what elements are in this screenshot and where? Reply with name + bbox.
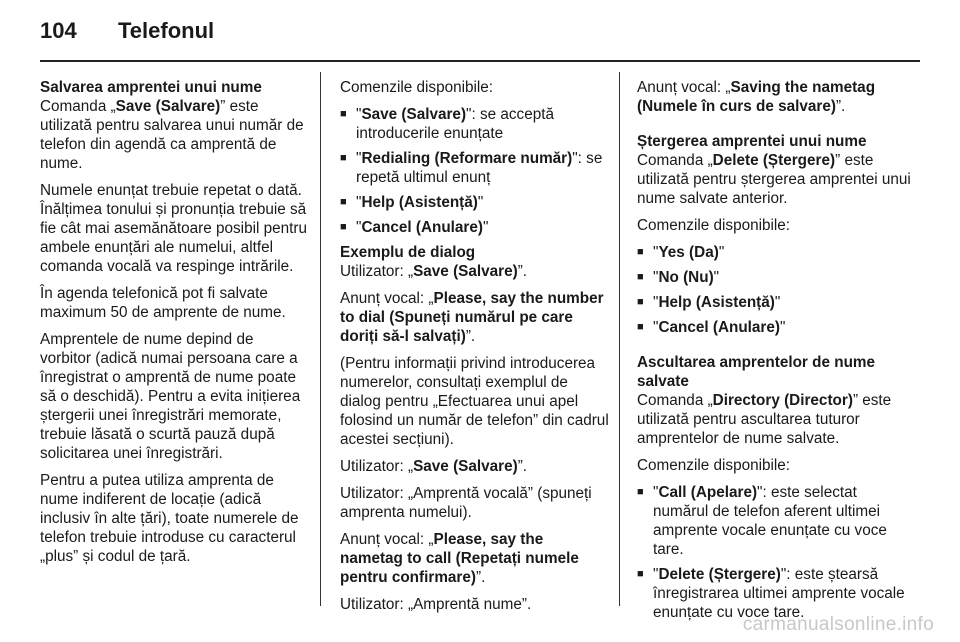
dialog-line: Utilizator: „Amprentă nume”. xyxy=(340,596,532,613)
paragraph: Amprentele de nume depind de vorbitor (adică numai persoana care a înregistrat o amprentă de nume poate să o deschidă). Pentru a evita inițierea ștergerii unei înregistrări memorate, trebuie lăsată o scurtă pauză după solicitarea unei înregistrări. xyxy=(40,331,301,462)
bullet-icon: ■ xyxy=(340,108,347,120)
page-number: 104 xyxy=(40,18,77,43)
list-item: ■ "Cancel (Anulare)" xyxy=(340,219,489,236)
command-list xyxy=(637,243,912,337)
bullet-icon: ■ xyxy=(340,221,347,233)
bullet-icon: ■ xyxy=(637,296,644,308)
paragraph: Comanda „Delete (Ștergere)” este utilizată pentru ștergerea amprentei unui nume salvate anterior. xyxy=(637,152,911,207)
section-heading: Salvarea amprentei unui nume xyxy=(40,79,262,96)
column-divider-2 xyxy=(619,72,620,606)
list-item: ■ "Help (Asistență)" xyxy=(637,294,781,311)
list-item: ■ "Save (Salvare)": se acceptă introducerile enunțate xyxy=(340,106,554,142)
command-list xyxy=(340,105,610,237)
commands-intro: Comenzile disponibile: xyxy=(637,217,791,234)
list-item: ■ "Delete (Ștergere)": este ștearsă înregistrarea ultimei amprente vocale enunțate cu voce tare. xyxy=(637,566,905,621)
paragraph: Numele enunțat trebuie repetat o dată. Înălțimea tonului și pronunția trebuie să fie cât mai asemănătoare posibil pentru ambele enunțări ale numelui, altfel comanda vocală va respinge intrările. xyxy=(40,182,307,275)
paragraph: Pentru a putea utiliza amprenta de nume indiferent de locație (adică inclusiv în alte țări), toate numerele de telefon trebuie introduse cu caracterul „plus” și codul de țară. xyxy=(40,472,299,565)
bullet-icon: ■ xyxy=(637,568,644,580)
list-item: ■ "Cancel (Anulare)" xyxy=(637,319,786,336)
commands-intro: Comenzile disponibile: xyxy=(637,457,791,474)
dialog-line: Anunț vocal: „Please, say the number to dial (Spuneți numărul pe care doriți să-l salvați)”. xyxy=(340,290,604,345)
bullet-icon: ■ xyxy=(637,486,644,498)
watermark: carmanualsonline.info xyxy=(742,614,934,635)
paragraph: În agenda telefonică pot fi salvate maximum 50 de amprente de nume. xyxy=(40,285,286,321)
dialog-line: Utilizator: „Amprentă vocală” (spuneți amprenta numelui). xyxy=(340,485,592,521)
list-item: ■ "Redialing (Reformare număr)": se repetă ultimul enunț xyxy=(340,150,603,186)
bullet-icon: ■ xyxy=(340,152,347,164)
column-1 xyxy=(40,78,308,574)
dialog-line: Utilizator: „Save (Salvare)”. xyxy=(340,263,528,280)
bullet-icon: ■ xyxy=(637,271,644,283)
column-divider-1 xyxy=(320,72,321,606)
section-heading: Exemplu de dialog xyxy=(340,244,476,261)
command-list xyxy=(637,483,912,622)
list-item: ■ "No (Nu)" xyxy=(637,269,720,286)
list-item: ■ "Help (Asistență)" xyxy=(340,194,484,211)
section-heading: Ștergerea amprentei unui nume xyxy=(637,133,867,150)
dialog-line: Anunț vocal: „Please, say the nametag to call (Repetați numele pentru confirmare)”. xyxy=(340,531,579,586)
list-item: ■ "Call (Apelare)": este selectat numărul de telefon aferent ultimei amprente vocale enunțate cu voce tare. xyxy=(637,484,887,558)
page-title: Telefonul xyxy=(118,18,215,43)
bullet-icon: ■ xyxy=(637,321,644,333)
dialog-line: Utilizator: „Save (Salvare)”. xyxy=(340,458,528,475)
list-item: ■ "Yes (Da)" xyxy=(637,244,725,261)
paragraph: Comanda „Directory (Director)” este utilizată pentru ascultarea tuturor amprentelor de nume salvate. xyxy=(637,392,892,447)
dialog-line: Anunț vocal: „Saving the nametag (Numele în curs de salvare)”. xyxy=(637,79,876,115)
paragraph: Comanda „Save (Salvare)” este utilizată pentru salvarea unui număr de telefon din agendă ca amprentă de nume. xyxy=(40,98,304,172)
page-header xyxy=(40,18,214,44)
bullet-icon: ■ xyxy=(340,196,347,208)
command-name: Save (Salvare) xyxy=(115,98,221,115)
header-rule xyxy=(40,60,920,62)
paragraph: (Pentru informații privind introducerea numerelor, consultați exemplul de dialog pentru „Efectuarea unui apel folosind un număr de telefon” din cadrul acestei secțiuni). xyxy=(340,355,609,448)
column-3 xyxy=(637,78,912,628)
bullet-icon: ■ xyxy=(637,246,644,258)
column-2 xyxy=(340,78,610,622)
commands-intro: Comenzile disponibile: xyxy=(340,79,494,96)
section-heading: Ascultarea amprentelor de nume salvate xyxy=(637,354,876,390)
